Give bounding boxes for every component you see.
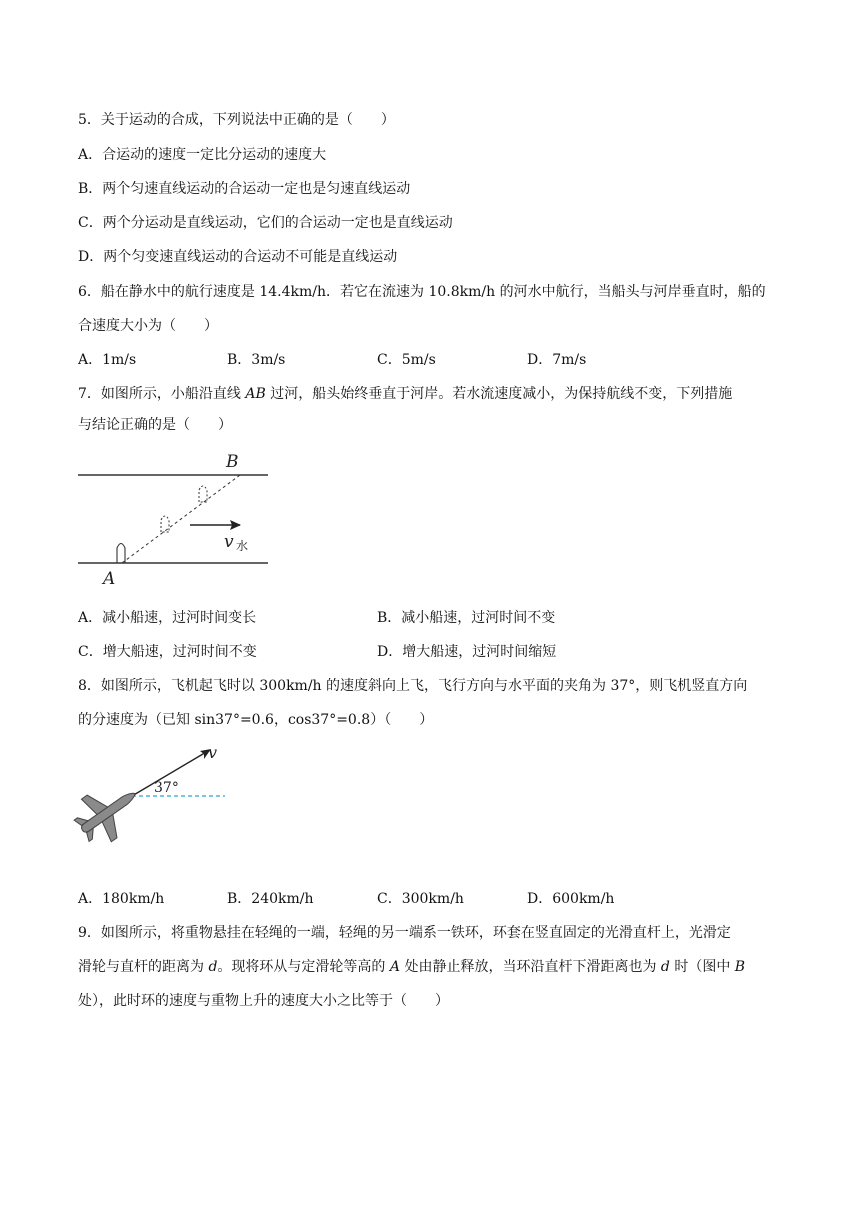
q8-v-label: v xyxy=(208,743,218,762)
q9-text-c: 处由静止释放，当环沿直杆下滑距离也为 xyxy=(400,959,661,975)
q7-stem-line2: 与结论正确的是（ ） xyxy=(78,417,232,433)
q7-stem-text-b: 过河，船头始终垂直于河岸。若水流速度减小，为保持航线不变，下列措施 xyxy=(265,386,733,402)
q8-airplane-figure xyxy=(70,737,240,847)
q9-var-d2: d xyxy=(660,959,670,975)
q5-option-b: B．两个匀速直线运动的合运动一定也是匀速直线运动 xyxy=(78,181,411,197)
q7-label-b: B xyxy=(226,452,239,472)
airplane-icon xyxy=(70,772,150,847)
q7-stem-text-a: 7．如图所示，小船沿直线 xyxy=(78,386,246,402)
q7-v-label: v xyxy=(224,532,234,552)
q6-stem-line1: 6．船在静水中的航行速度是 14.4km/h．若它在流速为 10.8km/h 的河水中航行，当船头与河岸垂直时，船的 xyxy=(78,284,766,300)
q5-option-d: D．两个匀变速直线运动的合运动不可能是直线运动 xyxy=(78,249,398,265)
q7-stem-ab: AB xyxy=(245,386,266,402)
q7-river-figure xyxy=(70,446,280,588)
q9-text-e: 时（图中 xyxy=(669,959,735,975)
q6-option-a: A．1m/s xyxy=(78,352,137,368)
q9-line1: 9．如图所示，将重物悬挂在轻绳的一端，轻绳的另一端系一铁环，环套在竖直固定的光滑直杆上，光滑定 xyxy=(78,925,731,941)
q7-label-a: A xyxy=(103,569,116,588)
q9-line2 xyxy=(78,957,745,977)
q5-stem: 5．关于运动的合成，下列说法中正确的是（ ） xyxy=(78,112,395,128)
q9-text-b: 。现将环从与定滑轮等高的 xyxy=(217,959,390,975)
q9-var-a: A xyxy=(389,959,400,975)
path-ab xyxy=(122,475,240,563)
q8-angle-label: 37° xyxy=(154,780,179,796)
q8-stem-line2: 的分速度为（已知 sin37°=0.6，cos37°=0.8）（ ） xyxy=(78,712,434,728)
q8-option-b: B．240km/h xyxy=(227,891,314,907)
q5-option-c: C．两个分运动是直线运动，它们的合运动一定也是直线运动 xyxy=(78,215,453,231)
boat-icon-dashed-1 xyxy=(161,516,169,532)
q7-stem-line1 xyxy=(78,384,732,404)
q9-var-d: d xyxy=(208,959,218,975)
q9-line3: 处），此时环的速度与重物上升的速度大小之比等于（ ） xyxy=(78,993,449,1009)
q8-stem-line1: 8．如图所示，飞机起飞时以 300km/h 的速度斜向上飞，飞行方向与水平面的夹角为 37°，则飞机竖直方向 xyxy=(78,678,748,694)
q6-stem-line2: 合速度大小为（ ） xyxy=(78,318,218,334)
q9-var-b: B xyxy=(734,959,746,975)
q5-option-a: A．合运动的速度一定比分运动的速度大 xyxy=(78,147,327,163)
q9-text-a: 滑轮与直杆的距离为 xyxy=(78,959,209,975)
q6-option-d: D．7m/s xyxy=(527,352,587,368)
q6-option-b: B．3m/s xyxy=(227,352,286,368)
q8-option-c: C．300km/h xyxy=(377,891,464,907)
q8-option-a: A．180km/h xyxy=(78,891,165,907)
q6-option-c: C．5m/s xyxy=(377,352,436,368)
q8-option-d: D．600km/h xyxy=(527,891,615,907)
q7-option-a: A．减小船速，过河时间变长 xyxy=(78,610,257,626)
q7-option-d: D．增大船速，过河时间缩短 xyxy=(377,644,557,660)
boat-icon-solid xyxy=(117,544,125,564)
q7-v-subscript: 水 xyxy=(236,539,249,553)
q7-option-c: C．增大船速，过河时间不变 xyxy=(78,644,257,660)
boat-icon-dashed-2 xyxy=(199,486,207,502)
q7-option-b: B．减小船速，过河时间不变 xyxy=(377,610,556,626)
